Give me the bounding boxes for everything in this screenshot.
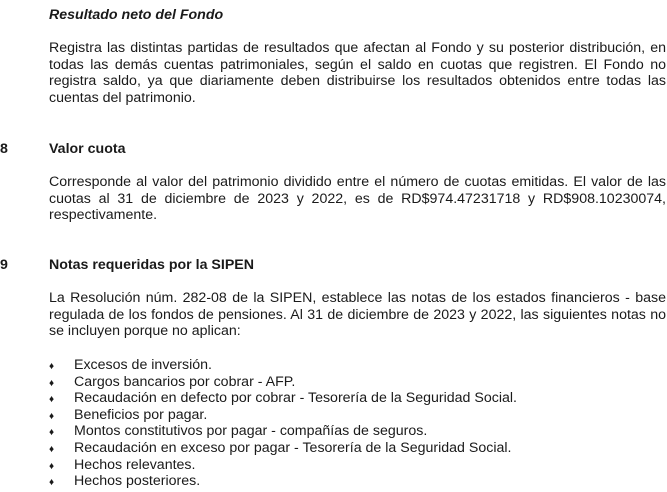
list-item-text: Recaudación en defecto por cobrar - Tesorería de la Seguridad Social. — [74, 390, 517, 407]
list-item-text: Excesos de inversión. — [74, 357, 213, 373]
diamond-bullet-icon: ♦ — [49, 394, 55, 406]
paragraph-notas-sipen: La Resolución núm. 282-08 de la SIPEN, establece las notas de los estados financieros - base regulada de los fondos de pensiones. Al 31 de diciembre de 2023 y 2022, las siguientes notas no se incluyen porque no aplican: — [49, 290, 666, 340]
section-title-resultado-neto: Resultado neto del Fondo — [49, 7, 224, 23]
section-number-8: 8 — [0, 141, 8, 157]
diamond-bullet-icon: ♦ — [49, 361, 55, 372]
list-item — [49, 407, 666, 424]
list-item-text: Hechos relevantes. — [74, 456, 196, 473]
diamond-bullet-icon: ♦ — [49, 460, 55, 472]
list-item — [49, 473, 666, 490]
list-item — [49, 423, 666, 440]
diamond-bullet-icon: ♦ — [49, 427, 55, 439]
section-title-valor-cuota: Valor cuota — [49, 141, 126, 157]
list-item-text: Cargos bancarios por cobrar - AFP. — [74, 373, 296, 390]
list-item — [49, 390, 666, 407]
list-item — [49, 357, 666, 374]
diamond-bullet-icon: ♦ — [49, 377, 55, 389]
paragraph-valor-cuota: Corresponde al valor del patrimonio dividido entre el número de cuotas emitidas. El valor de las cuotas al 31 de diciembre de 2023 y 2022, es de RD$974.47231718 y RD$908.10230074, respectivamente. — [49, 174, 666, 224]
diamond-bullet-icon: ♦ — [49, 410, 55, 422]
list-item-text: Hechos posteriores. — [74, 473, 201, 490]
list-item-text: Montos constitutivos por pagar - compañías de seguros. — [74, 423, 428, 440]
section-number-9: 9 — [0, 257, 8, 273]
list-item — [49, 440, 666, 457]
paragraph-resultado-neto: Registra las distintas partidas de resultados que afectan al Fondo y su posterior distribución, en todas las demás cuentas patrimoniales, según el saldo en cuotas que registren. El Fondo no registra saldo, ya que diariamente deben distribuirse los resultados obtenidos entre todas las cuentas del patrimonio. — [49, 40, 666, 106]
list-item — [49, 374, 666, 391]
diamond-bullet-icon: ♦ — [49, 477, 55, 489]
list-item-text: Beneficios por pagar. — [74, 406, 208, 423]
list-item-text: Recaudación en exceso por pagar - Tesorería de la Seguridad Social. — [74, 439, 512, 456]
list-item — [49, 457, 666, 474]
section-title-notas-sipen: Notas requeridas por la SIPEN — [49, 257, 254, 273]
excluded-notes-list — [49, 357, 666, 490]
diamond-bullet-icon: ♦ — [49, 443, 55, 455]
